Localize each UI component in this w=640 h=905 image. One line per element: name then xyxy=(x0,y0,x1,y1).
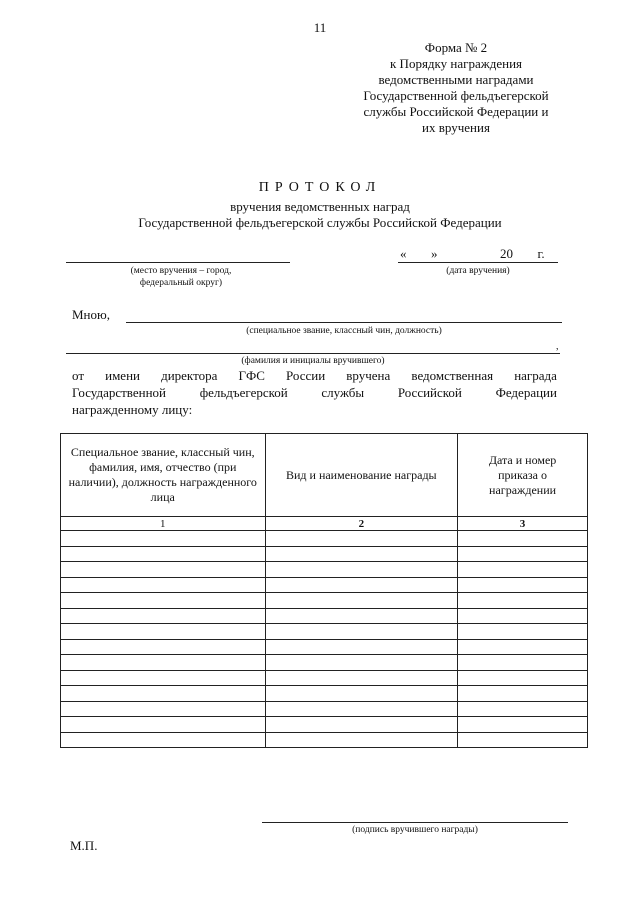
table-cell[interactable] xyxy=(458,670,588,686)
statement-line-3: награжденному лицу: xyxy=(72,402,193,417)
signature-caption: (подпись вручившего награды) xyxy=(352,825,478,835)
presenter-name-caption: (фамилия и инициалы вручившего) xyxy=(241,356,385,366)
table-row xyxy=(61,701,588,717)
table-cell[interactable] xyxy=(265,639,458,655)
date-year-prefix: 20 xyxy=(500,246,513,261)
column-header-recipient: Специальное звание, классный чин, фамилия, имя, отчество (при наличии), должность награжденного лица xyxy=(61,434,266,517)
table-number-row xyxy=(61,517,588,531)
table-row xyxy=(61,686,588,702)
table-row xyxy=(61,732,588,748)
table-cell[interactable] xyxy=(61,686,266,702)
column-number: 3 xyxy=(458,517,588,531)
table-cell[interactable] xyxy=(61,670,266,686)
table-cell[interactable] xyxy=(61,701,266,717)
table-cell[interactable] xyxy=(265,608,458,624)
table-row xyxy=(61,670,588,686)
table-cell[interactable] xyxy=(458,546,588,562)
column-number: 1 xyxy=(61,517,266,531)
table-cell[interactable] xyxy=(458,562,588,578)
date-field[interactable] xyxy=(400,246,545,262)
table-cell[interactable] xyxy=(458,608,588,624)
presenter-title-line[interactable] xyxy=(126,322,562,323)
form-ref-line: службы Российской Федерации и xyxy=(363,104,549,119)
table-cell[interactable] xyxy=(458,639,588,655)
table-cell[interactable] xyxy=(61,577,266,593)
table-row xyxy=(61,639,588,655)
table-row xyxy=(61,655,588,671)
table-cell[interactable] xyxy=(458,624,588,640)
place-field-line[interactable] xyxy=(66,262,290,263)
signature-line[interactable] xyxy=(262,822,568,823)
table-row xyxy=(61,717,588,733)
presenter-title-caption: (специальное звание, классный чин, должность) xyxy=(246,326,442,336)
page-number: 11 xyxy=(313,20,327,35)
date-caption: (дата вручения) xyxy=(446,266,510,276)
table-cell[interactable] xyxy=(458,701,588,717)
table-cell[interactable] xyxy=(265,624,458,640)
table-cell[interactable] xyxy=(61,717,266,733)
table-cell[interactable] xyxy=(458,732,588,748)
document-title: ПРОТОКОЛ xyxy=(258,180,382,195)
table-cell[interactable] xyxy=(265,670,458,686)
table-row xyxy=(61,608,588,624)
column-number: 2 xyxy=(265,517,458,531)
column-header-order: Дата и номер приказа о награждении xyxy=(458,434,588,517)
table-cell[interactable] xyxy=(61,531,266,547)
table-cell[interactable] xyxy=(265,562,458,578)
table-row xyxy=(61,531,588,547)
table-cell[interactable] xyxy=(61,593,266,609)
table-cell[interactable] xyxy=(458,577,588,593)
presenter-name-line[interactable] xyxy=(66,353,560,354)
table-cell[interactable] xyxy=(458,531,588,547)
awards-table xyxy=(60,433,588,748)
form-ref-line: ведомственными наградами xyxy=(378,72,534,87)
table-cell[interactable] xyxy=(458,655,588,671)
table-cell[interactable] xyxy=(458,717,588,733)
date-open-quote: « xyxy=(400,246,407,261)
table-row xyxy=(61,593,588,609)
document-subtitle xyxy=(0,199,640,231)
statement-line-2: Государственной фельдъегерской службы Российской Федерации xyxy=(72,385,557,400)
table-cell[interactable] xyxy=(265,531,458,547)
table-cell[interactable] xyxy=(265,593,458,609)
column-header-award: Вид и наименование награды xyxy=(265,434,458,517)
table-cell[interactable] xyxy=(61,624,266,640)
table-row xyxy=(61,577,588,593)
subtitle-line-1: вручения ведомственных наград xyxy=(230,199,410,214)
form-reference xyxy=(336,40,576,136)
table-cell[interactable] xyxy=(265,546,458,562)
presenter-comma: , xyxy=(556,341,559,352)
statement-line-1: от имени директора ГФС России вручена ведомственная награда xyxy=(72,368,557,383)
place-caption: (место вручения – город, федеральный округ) xyxy=(130,266,232,288)
stamp-label: М.П. xyxy=(70,838,98,853)
table-cell[interactable] xyxy=(458,593,588,609)
subtitle-line-2: Государственной фельдъегерской службы Российской Федерации xyxy=(138,215,502,230)
table-row xyxy=(61,546,588,562)
form-ref-line: Форма № 2 xyxy=(424,40,488,55)
table-row xyxy=(61,624,588,640)
table-cell[interactable] xyxy=(265,686,458,702)
table-cell[interactable] xyxy=(265,732,458,748)
form-ref-line: Государственной фельдъегерской xyxy=(363,88,549,103)
table-row xyxy=(61,562,588,578)
table-header-row xyxy=(61,434,588,517)
table-cell[interactable] xyxy=(61,608,266,624)
form-ref-line: их вручения xyxy=(422,120,490,135)
table-cell[interactable] xyxy=(458,686,588,702)
table-cell[interactable] xyxy=(61,655,266,671)
date-close-quote: » xyxy=(431,246,438,261)
table-cell[interactable] xyxy=(61,546,266,562)
date-year-suffix: г. xyxy=(537,246,545,261)
date-field-line xyxy=(398,262,558,263)
table-cell[interactable] xyxy=(265,717,458,733)
table-cell[interactable] xyxy=(265,655,458,671)
table-cell[interactable] xyxy=(61,732,266,748)
presenter-label: Мною, xyxy=(72,307,110,322)
table-cell[interactable] xyxy=(61,562,266,578)
table-cell[interactable] xyxy=(265,701,458,717)
table-cell[interactable] xyxy=(61,639,266,655)
form-ref-line: к Порядку награждения xyxy=(389,56,523,71)
table-cell[interactable] xyxy=(265,577,458,593)
